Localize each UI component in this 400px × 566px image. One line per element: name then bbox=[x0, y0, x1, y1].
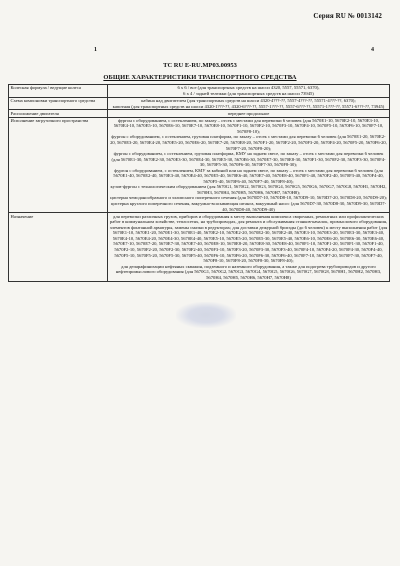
page-number-right: 4 bbox=[371, 47, 374, 53]
table-row bbox=[9, 97, 390, 110]
row-label: Исполнение загрузочного пространства bbox=[9, 117, 108, 213]
row-label: Колесная формула / ведущие колеса bbox=[9, 85, 108, 98]
row-value bbox=[108, 117, 390, 213]
value-line: кабина над двигателем (для транспортных средств на шасси 4320-4???-??, 5557-4???-??, 55571-4???-??, 6370); bbox=[141, 97, 356, 103]
value-line: фургон с оборудованием, с остеклением, КМУ за кабиной или на заднем свесе, по заказу – отсек с местами для перевозки 6 человек (для 5670Е1-40, 5670Е2-40, 5670Е3-40, 5670Е4-40, 5670Е5-40, 5670Е6-40, 5670Е7-40, 5670Е8-40, 5670F1-40, 5670F2-40, 5670F3-40, 5670F4-40, 5670F5-40, 5670F6-40, 5670F7-40, 5670F8-40); bbox=[113, 167, 384, 184]
page-number-left: 1 bbox=[94, 47, 97, 53]
section-title: ОБЩИЕ ХАРАКТЕРИСТИКИ ТРАНСПОРТНОГО СРЕДСТВА bbox=[103, 74, 297, 81]
value-line: фургон с оборудованием, с остеклением, грузовая платформа, по заказу – отсек с местами для перевозки 6 человек (для 5670Е1-20, 5670Е2-20, 5670Е3-20, 5670Е4-20, 5670Е5-20, 5670Е6-20, 5670Е7-20, 5670Е8-20, 5670F1-20, 5670F2-20, 5670F3-20, 5670F4-20, 5670F5-20, 5670F6-20, 5670F7-20, 5670F8-20); bbox=[110, 134, 387, 151]
row-label: Расположение двигателя bbox=[9, 110, 108, 117]
value-line: фургон с оборудованием, с остеклением, грузовая платформа, КМУ на заднем свесе, по заказу – отсек с местами для перевозки 6 человек (для 5670Е1-30, 5670Е2-30, 5670Е3-30, 5670Е4-30, 5670Е5-30, 5670Е6-30, 5670Е7-30, 5670Е8-30, 5670F1-30, 5670F2-30, 5670F3-30, 5670F4-30, 5670F5-30, 5670F6-30, 5670F7-30, 5670F8-30); bbox=[111, 151, 386, 168]
table-row bbox=[9, 213, 390, 281]
row-label: Схема компоновки транспортного средства bbox=[9, 97, 108, 110]
value-line: фургон с оборудованием, с остеклением, по заказу – отсек с местами для перевозки 6 человек (для 5670Е1-10, 5670Е2-10, 5670Е3-10, 5670Е4-10, 5670Е5-10, 5670Е6-10, 5670Е7-10, 5670Е8-10, 5670F1-10, 5670F2-10, 5670F3-10, 5670F4-10, 5670F5-10, 5670F6-10, 5670F7-10, 5670F8-10); bbox=[113, 117, 384, 134]
row-label: Назначение bbox=[9, 213, 108, 281]
table-row bbox=[9, 110, 390, 117]
value-line: кузов-фургон с технологическим оборудованием (для 5670G1, 5670G2, 5670G3, 5670G4, 5670G5, 5670G6, 5670G7, 5670G8, 5670H1, 5670H2, 5670H3, 5670H4, 5670H5, 5670H6, 5670H7, 5670H8); bbox=[110, 184, 387, 195]
value-line: переднее продольное bbox=[227, 110, 270, 116]
value-line: цистерна чемоданообразного и эллипсного поперечного сечения (для 5670D7-10, 5670D8-10, 5670D9-10, 5670D7-20, 5670D8-20, 5670D9-20); цистерна круглого поперечного сечения, вакуумно-всасывающая штанга, вакуумный насос (для 5670D7-30, 5670D8-30, 5670D9-30, 5670D7-40, 5670D8-40, 5670D9-40) bbox=[110, 195, 387, 212]
row-value bbox=[108, 110, 390, 117]
table-row bbox=[9, 117, 390, 213]
row-value bbox=[108, 213, 390, 281]
value-line: капотная (для транспортных средств на шасси 4320-1???-??, 4320-6???-??, 5557-1???-??, 5557-6???-??, 55571-1???-??, 55571-6???-??, 73945) bbox=[112, 103, 385, 109]
value-line: для депарафинизации нефтяных скважин, подземного и наземного оборудования, а также для подогрева трубопроводов и другого нефтепромыслового оборудования (для 5670G1, 5670G2, 5670G3, 5670G4, 5670G5, 5670G6, 5670G7, 5670G8, 5670H1, 5670H2, 5670H3, 5670H4, 5670H5, 5670H6, 5670H7, 5670H8) bbox=[115, 263, 382, 280]
value-line: 6 х 6 / все (для транспортных средств на шасси 4320, 5557, 55571, 6370), bbox=[177, 85, 320, 91]
value-line: для перевозки различных грузов, приборов и оборудования к месту выполнения комплекса сварочных, ремонтных или профилактических работ в коммунальном хозяйстве, теплосетях, на трубопроводах, для ремонта и обслуживания станков-качалок, промыслового оборудования, элементов фонтанной арматуры, замены смазки в редукторах; для доставки дежурной бригады (до 6 человек) к месту выполнения работ (для 5670Е1-10, 5670Е1-20, 5670Е1-30, 5670Е1-40, 5670Е2-10, 5670Е2-20, 5670Е2-30, 5670Е2-40, 5670Е3-10, 5670Е3-20, 5670Е3-30, 5670Е3-40, 5670Е4-10, 5670Е4-20, 5670Е4-30, 5670Е4-40, 5670Е5-10, 5670Е5-20, 5670Е5-30, 5670Е5-40, 5670Е6-10, 5670Е6-20, 5670Е6-30, 5670Е6-40, 5670Е7-10, 5670Е7-20, 5670Е7-30, 5670Е7-40, 5670Е8-10, 5670Е8-20, 5670Е8-30, 5670Е8-40, 5670F1-10, 5670F1-20, 5670F1-30, 5670F1-40, 5670F2-10, 5670F2-20, 5670F2-30, 5670F2-40, 5670F3-10, 5670F3-20, 5670F3-30, 5670F3-40, 5670F4-10, 5670F4-20, 5670F4-30, 5670F4-40, 5670F5-10, 5670F5-20, 5670F5-30, 5670F5-40, 5670F6-10, 5670F6-20, 5670F6-30, 5670F6-40, 5670F7-10, 5670F7-20, 5670F7-30, 5670F7-40, 5670F8-10, 5670F8-20, 5670F8-30, 5670F8-40); bbox=[109, 213, 388, 264]
value-line: 6 х 4 / задней тележки (для транспортных средств на шасси 73945) bbox=[183, 90, 314, 96]
row-value bbox=[108, 97, 390, 110]
serial-number: Серия RU № 0013142 bbox=[313, 12, 382, 20]
official-stamp bbox=[176, 302, 236, 328]
document-number: TC RU E-RU.MP03.00953 bbox=[163, 62, 237, 69]
characteristics-table bbox=[8, 84, 390, 282]
row-value bbox=[108, 85, 390, 98]
table-row bbox=[9, 85, 390, 98]
